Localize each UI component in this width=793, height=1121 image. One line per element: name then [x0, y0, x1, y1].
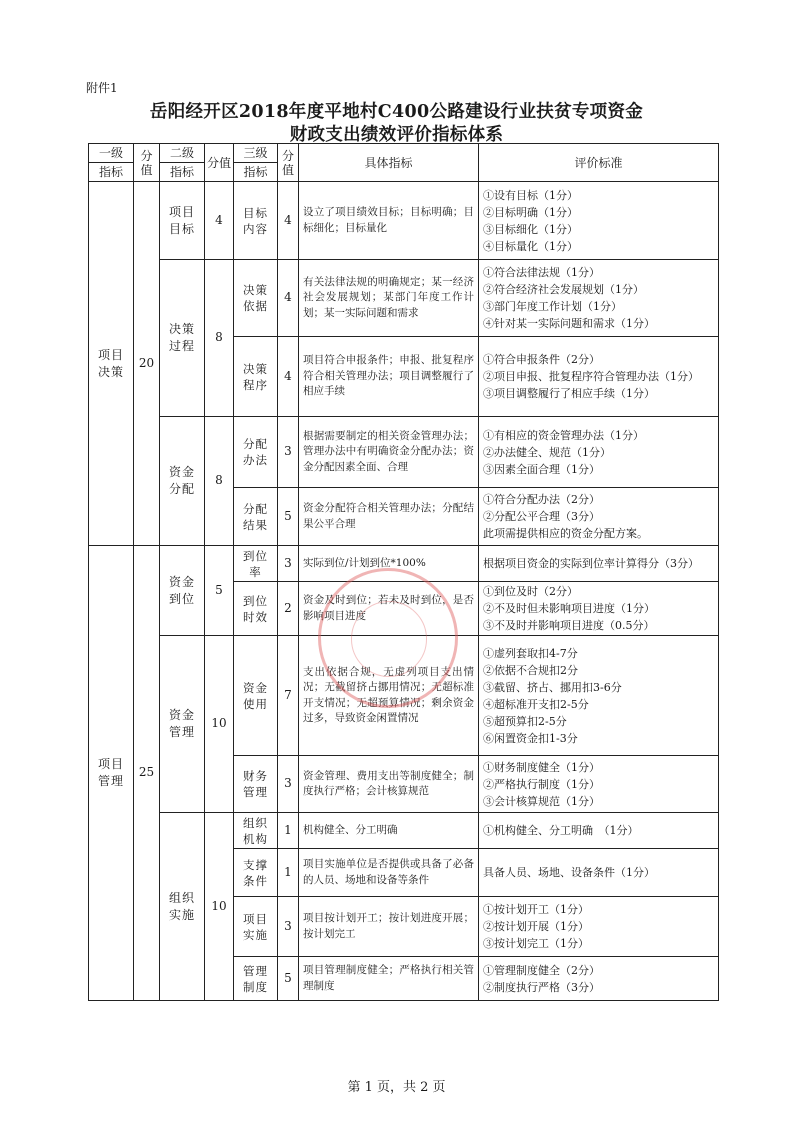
criteria-cell: 具备人员、场地、设备条件（1分） [479, 849, 719, 897]
l2-cell: 资金到位 [160, 546, 205, 636]
document-title-line2: 财政支出绩效评价指标体系 [289, 125, 504, 145]
criteria-cell: ①符合法律法规（1分） ②符合经济社会发展规划（1分） ③部门年度工作计划（1分） ④针对某一实际问题和需求（1分） [479, 260, 719, 337]
criteria-cell: ①机构健全、分工明确 （1分） [479, 813, 719, 849]
l2-cell: 决策过程 [160, 260, 205, 417]
header-spec: 具体指标 [299, 144, 479, 182]
header-l2-bottom: 指标 [160, 163, 205, 182]
l2-score: 10 [205, 813, 234, 1001]
l3-cell: 支撑条件 [234, 849, 278, 897]
l3-score: 1 [278, 849, 299, 897]
criteria-cell: ①设有目标（1分） ②目标明确（1分） ③目标细化（1分） ④目标量化（1分） [479, 182, 719, 260]
spec-cell: 资金及时到位；若未及时到位，是否影响项目进度 [299, 582, 479, 636]
l2-cell: 资金管理 [160, 636, 205, 813]
header-score1: 分 值 [134, 144, 160, 182]
table-row [89, 417, 719, 488]
table-row [89, 260, 719, 337]
criteria-cell: ①虚列套取扣4-7分 ②依据不合规扣2分 ③截留、挤占、挪用扣3-6分 ④超标准开支扣2-5分 ⑤超预算扣2-5分 ⑥闲置资金扣1-3分 [479, 636, 719, 756]
l3-cell: 管理制度 [234, 957, 278, 1001]
header-l1-top: 一级 [89, 144, 134, 163]
header-l3-bottom: 指标 [234, 163, 278, 182]
criteria-cell: ①财务制度健全（1分） ②严格执行制度（1分） ③会计核算规范（1分） [479, 756, 719, 813]
l3-score: 2 [278, 582, 299, 636]
spec-cell: 项目符合申报条件；申报、批复程序符合相关管理办法；项目调整履行了相应手续 [299, 337, 479, 417]
l2-score: 4 [205, 182, 234, 260]
l3-score: 3 [278, 417, 299, 488]
document-title-line1: 岳阳经开区2018年度平地村C400公路建设行业扶贫专项资金 [149, 102, 644, 122]
spec-cell: 项目管理制度健全；严格执行相关管理制度 [299, 957, 479, 1001]
l3-cell: 到位时效 [234, 582, 278, 636]
spec-cell: 根据需要制定的相关资金管理办法；管理办法中有明确资金分配办法；资金分配因素全面、合理 [299, 417, 479, 488]
spec-cell: 项目按计划开工；按计划进度开展；按计划完工 [299, 897, 479, 957]
table-row [89, 813, 719, 849]
l3-cell: 分配结果 [234, 488, 278, 546]
l2-score: 10 [205, 636, 234, 813]
seal-inner-ring [351, 601, 427, 677]
l3-score: 7 [278, 636, 299, 756]
l3-score: 4 [278, 260, 299, 337]
criteria-cell: 根据项目资金的实际到位率计算得分（3分） [479, 546, 719, 582]
l3-score: 4 [278, 182, 299, 260]
l3-score: 1 [278, 813, 299, 849]
l3-cell: 到位率 [234, 546, 278, 582]
page-footer: 第 1 页，共 2 页 [347, 1080, 446, 1095]
l3-cell: 财务管理 [234, 756, 278, 813]
l3-score: 3 [278, 756, 299, 813]
criteria-cell: ①管理制度健全（2分） ②制度执行严格（3分） [479, 957, 719, 1001]
l2-cell: 项目目标 [160, 182, 205, 260]
header-l1-bottom: 指标 [89, 163, 134, 182]
attachment-label: 附件1 [86, 81, 118, 95]
l3-cell: 项目实施 [234, 897, 278, 957]
l2-score: 8 [205, 417, 234, 546]
spec-cell: 项目实施单位是否提供或具备了必备的人员、场地和设备等条件 [299, 849, 479, 897]
spec-cell: 有关法律法规的明确规定；某一经济社会发展规划；某部门年度工作计划；某一实际问题和需求 [299, 260, 479, 337]
spec-cell: 机构健全、分工明确 [299, 813, 479, 849]
l2-score: 8 [205, 260, 234, 417]
l3-cell: 分配办法 [234, 417, 278, 488]
l2-cell: 资金分配 [160, 417, 205, 546]
spec-cell: 设立了项目绩效目标；目标明确；目标细化；目标量化 [299, 182, 479, 260]
l3-score: 5 [278, 488, 299, 546]
spec-cell: 实际到位/计划到位*100% [299, 546, 479, 582]
l3-cell: 组织机构 [234, 813, 278, 849]
criteria-cell: ①到位及时（2分） ②不及时但未影响项目进度（1分） ③不及时并影响项目进度（0.5分） [479, 582, 719, 636]
l2-cell: 组织实施 [160, 813, 205, 1001]
criteria-cell: ①符合分配办法（2分） ②分配公平合理（3分） 此项需提供相应的资金分配方案。 [479, 488, 719, 546]
header-score2: 分值 [205, 144, 234, 182]
official-seal-stamp [318, 568, 458, 708]
l3-cell: 资金使用 [234, 636, 278, 756]
criteria-cell: ①有相应的资金管理办法（1分） ②办法健全、规范（1分） ③因素全面合理（1分） [479, 417, 719, 488]
l3-score: 5 [278, 957, 299, 1001]
header-l3-top: 三级 [234, 144, 278, 163]
criteria-cell: ①按计划开工（1分） ②按计划开展（1分） ③按计划完工（1分） [479, 897, 719, 957]
header-l2-top: 二级 [160, 144, 205, 163]
l3-cell: 目标内容 [234, 182, 278, 260]
spec-cell: 资金管理、费用支出等制度健全；制度执行严格；会计核算规范 [299, 756, 479, 813]
l3-score: 3 [278, 897, 299, 957]
l3-cell: 决策程序 [234, 337, 278, 417]
spec-cell: 资金分配符合相关管理办法；分配结果公平合理 [299, 488, 479, 546]
l1-score: 20 [134, 182, 160, 546]
l1-cell: 项目管理 [89, 546, 134, 1001]
header-score3: 分 值 [278, 144, 299, 182]
header-criteria: 评价标准 [479, 144, 719, 182]
l3-cell: 决策依据 [234, 260, 278, 337]
l1-score: 25 [134, 546, 160, 1001]
header-row-top [89, 144, 719, 163]
criteria-cell: ①符合申报条件（2分） ②项目申报、批复程序符合管理办法（1分） ③项目调整履行了相应手续（1分） [479, 337, 719, 417]
l2-score: 5 [205, 546, 234, 636]
spec-cell: 支出依据合规，无虚列项目支出情况；无截留挤占挪用情况；无超标准开支情况；无超预算情况；剩余资金过多，导致资金闲置情况 [299, 636, 479, 756]
l3-score: 4 [278, 337, 299, 417]
l1-cell: 项目决策 [89, 182, 134, 546]
l3-score: 3 [278, 546, 299, 582]
table-row [89, 182, 719, 260]
